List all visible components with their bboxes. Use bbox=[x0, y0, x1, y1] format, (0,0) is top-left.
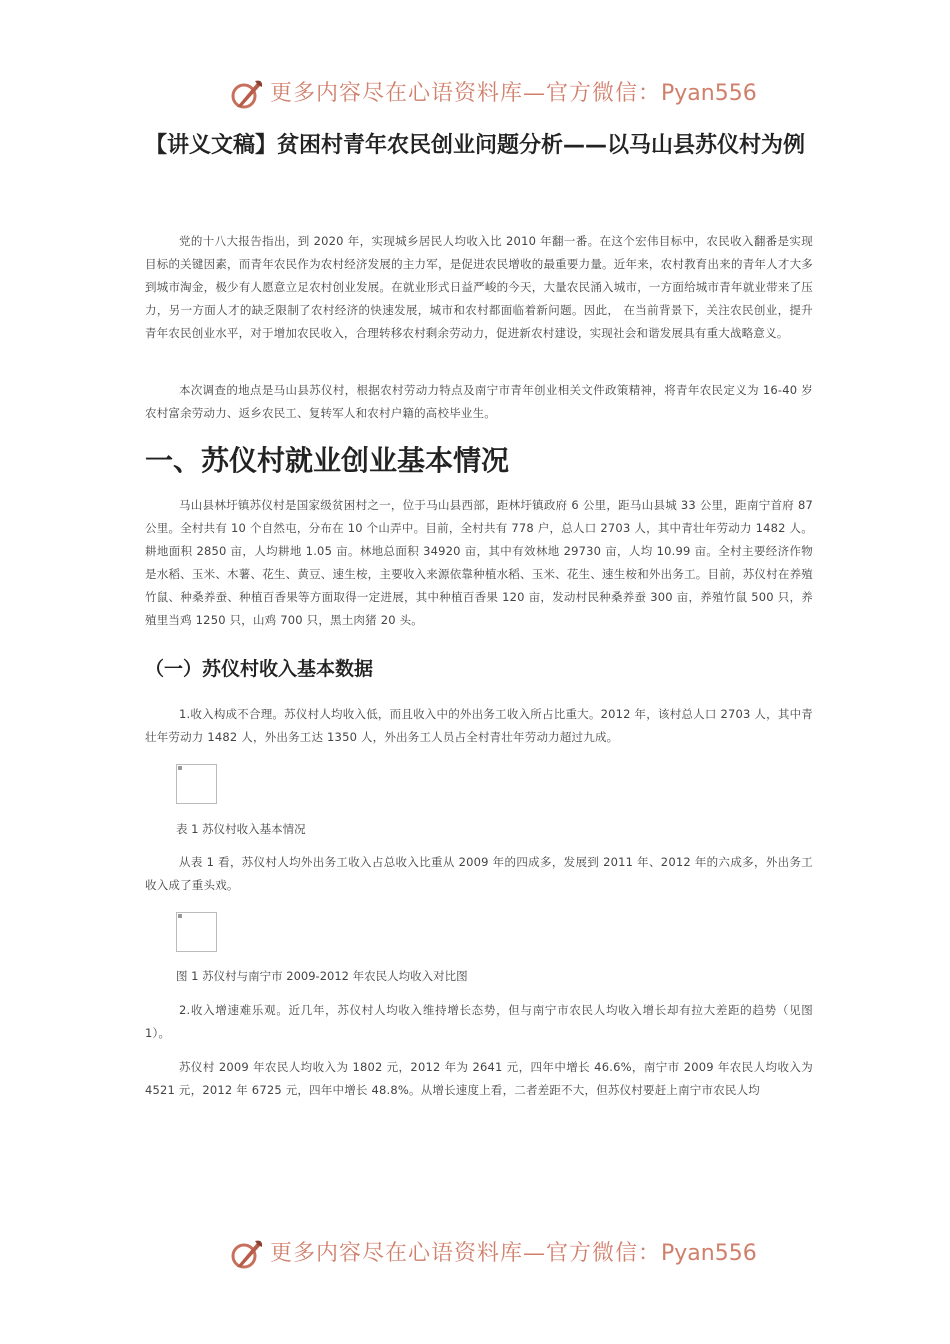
banner-text: 更多内容尽在心语资料库—官方微信：Pyan556 bbox=[270, 1241, 757, 1266]
table-1-caption: 表 1 苏仪村收入基本情况 bbox=[176, 822, 306, 836]
pen-quill-icon bbox=[229, 77, 265, 111]
income-paragraph-3: 2.收入增速难乐观。近几年，苏仪村人均收入维持增长态势，但与南宁市农民人均收入增长却有拉大差距的趋势（见图 1）。 bbox=[145, 1003, 813, 1040]
income-paragraph-2: 从表 1 看，苏仪村人均外出务工收入占总收入比重从 2009 年的四成多，发展到 2011 年、2012 年的六成多，外出务工收入成了重头戏。 bbox=[145, 855, 813, 892]
income-paragraph-4: 苏仪村 2009 年农民人均收入为 1802 元，2012 年为 2641 元，四年中增长 46.6%，南宁市 2009 年农民人均收入为 4521 元，2012 年 6725 元，四年中增长 48.8%。从增长速度上看，二者差距不大，但苏仪村要赶上南宁市农民人均 bbox=[145, 1060, 813, 1097]
banner-wechat-id: Pyan556 bbox=[661, 1241, 757, 1266]
section-heading-1: 一、苏仪村就业创业基本情况 bbox=[145, 444, 510, 477]
figure-1-caption: 图 1 苏仪村与南宁市 2009-2012 年农民人均收入对比图 bbox=[176, 969, 468, 983]
subsection-heading-1: （一）苏仪村收入基本数据 bbox=[145, 658, 374, 680]
intro-paragraph-1: 党的十八大报告指出，到 2020 年，实现城乡居民人均收入比 2010 年翻一番。在这个宏伟目标中，农民收入翻番是实现目标的关键因素，而青年农民作为农村经济发展的主力军，是促进农民增收的最重要力量。近年来，农村教育出来的青年人才大多到城市淘金，极少有人愿意立足农村创业发展。在就业形式日益严峻的今天，大量农民涌入城市，一方面给城市青年就业带来了压力，另一方面人才的缺乏限制了农村经济的快速发展，城市和农村都面临着新问题。因此， 在当前背景下，关注农民创业，提升青年农民创业水平，对于增加农民收入，合理转移农村剩余劳动力，促进新农村建设，实现社会和谐发展具有重大战略意义。 bbox=[145, 234, 813, 340]
figure-1-image-placeholder bbox=[176, 912, 217, 952]
table-1-image-placeholder bbox=[176, 764, 217, 804]
income-paragraph-1: 1.收入构成不合理。苏仪村人均收入低，而且收入中的外出务工收入所占比重大。2012 年，该村总人口 2703 人，其中青壮年劳动力 1482 人，外出务工达 1350 人，外出务工人员占全村青壮年劳动力超过九成。 bbox=[145, 707, 813, 744]
document-title: 【讲义文稿】贫困村青年农民创业问题分析——以马山县苏仪村为例 bbox=[144, 133, 805, 158]
banner-wechat-id: Pyan556 bbox=[661, 81, 757, 106]
section1-paragraph: 马山县林圩镇苏仪村是国家级贫困村之一，位于马山县西部，距林圩镇政府 6 公里，距马山县城 33 公里，距南宁首府 87 公里。全村共有 10 个自然屯，分布在 10 个山弄中。目前，全村共有 778 户，总人口 2703 人，其中青壮年劳动力 1482 人。耕地面积 2850 亩，人均耕地 1.05 亩。林地总面积 34920 亩，其中有效林地 29730 亩，人均 10.99 亩。全村主要经济作物是水稻、玉米、木薯、花生、黄豆、速生桉，主要收入来源依靠种植水稻、玉米、花生、速生桉和外出务工。目前，苏仪村在养殖竹鼠、种桑养蚕、种植百香果等方面取得一定进展，其中种植百香果 120 亩，发动村民种桑养蚕 300 亩，养殖竹鼠 500 只，养殖里当鸡 1250 只，山鸡 700 只，黑土肉猪 20 头。 bbox=[145, 498, 813, 627]
footer-banner bbox=[0, 1232, 950, 1276]
pen-quill-icon bbox=[229, 1237, 265, 1271]
header-banner bbox=[0, 72, 950, 116]
banner-text: 更多内容尽在心语资料库—官方微信：Pyan556 bbox=[270, 81, 757, 106]
intro-paragraph-2: 本次调查的地点是马山县苏仪村，根据农村劳动力特点及南宁市青年创业相关文件政策精神，将青年农民定义为 16-40 岁农村富余劳动力、返乡农民工、复转军人和农村户籍的高校毕业生。 bbox=[145, 383, 813, 420]
